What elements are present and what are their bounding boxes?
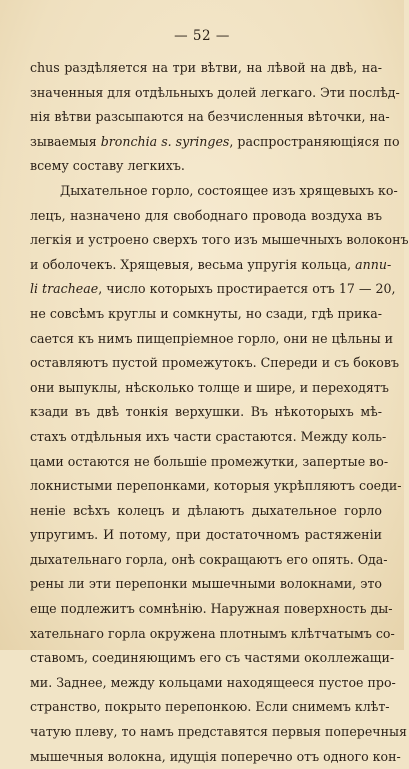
line-text-after: , распространяющіяся по [229,133,400,149]
line-text: цами остаются не большіе промежутки, запертые во- [30,453,389,469]
text-line [30,745,401,769]
text-line [30,327,393,352]
latin-term: bronchia s. syringes [100,133,230,149]
line-text: лецъ, назначено для свободнаго провода воздуха въ [30,207,382,223]
text-line [30,523,382,548]
line-text: всему составу легкихъ. [30,158,185,174]
text-line [30,302,382,327]
text-line [30,695,390,720]
line-text: неніе всѣхъ колецъ и дѣлаютъ дыхательное горло [30,502,382,518]
line-text: значенныя для отдѣльныхъ долей легкаго. Эти послѣд- [30,84,400,100]
line-text: кзади въ двѣ тонкія верхушки. Въ нѣкоторыхъ мѣ- [30,404,382,420]
line-text: стахъ отдѣльныя ихъ части срастаются. Между коль- [30,428,387,444]
text-line [30,499,382,524]
line-text: нія вѣтви разсыпаются на безчисленныя вѣточки, на- [30,109,390,125]
line-text: локнистыми перепонками, которыя укрѣпляютъ соеди- [30,478,402,494]
line-text: зываемыя [30,133,101,149]
line-text: легкія и устроено сверхъ того изъ мышечныхъ волоконъ [30,232,409,248]
text-line [30,204,382,229]
text-line [30,474,402,499]
text-line [30,130,400,155]
latin-term: annu- [355,256,392,272]
text-line [30,376,389,401]
line-text: хательнаго горла окружена плотнымъ клѣтчатымъ со- [30,625,395,641]
text-line [30,228,409,253]
text-line [30,646,395,671]
line-text: и оболочекъ. Хрящевыя, весьма упругія кольца, [30,256,356,272]
text-line [30,425,387,450]
line-text: chus раздѣляется на три вѣтви, на лѣвой на двѣ, на- [30,60,382,75]
line-text: странство, покрыто перепонкою. Если снимемъ клѣт- [30,699,390,715]
line-text: мышечныя волокна, идущія поперечно отъ одного кон- [30,748,401,764]
line-text: упругимъ. И потому, при достаточномъ растяженіи [30,527,382,543]
text-line [30,277,396,302]
line-text: чатую плеву, то намъ представятся первыя поперечныя [30,724,407,740]
line-text: ставомъ, соединяющимъ его съ частями околлежащи- [30,650,395,666]
text-line [30,450,389,475]
text-line [30,56,382,81]
text-line [30,81,400,106]
text-line [30,154,382,179]
line-text: не совсѣмъ круглы и сомкнуты, но сзади, гдѣ прика- [30,305,382,321]
text-line [30,179,398,204]
line-text: рены ли эти перепонки мышечными волокнами, это [30,576,382,592]
text-line [30,105,390,130]
text-line [30,548,388,573]
line-text: еще подлежитъ сомнѣнію. Наружная поверхность ды- [30,601,393,617]
text-line [30,671,396,696]
text-line [30,351,399,376]
body-text [30,56,409,769]
text-line [30,253,392,278]
text-line [30,572,382,597]
text-line [30,400,382,425]
text-line [30,597,393,622]
line-text: оставляютъ пустой промежутокъ. Спереди и съ боковъ [30,355,399,371]
text-line [30,622,395,647]
line-text-after: , число которыхъ простирается отъ 17 — 20, [98,281,396,297]
line-text: Дыхательное горло, состоящее изъ хрящевыхъ ко- [60,182,398,198]
line-text: сается къ нимъ пищепріемное горло, они не цѣльны и [30,330,393,346]
line-text: ми. Заднее, между кольцами находящееся пустое про- [30,674,396,690]
line-text: они выпуклы, нѣсколько толще и шире, и переходятъ [30,379,389,395]
line-text: дыхательнаго горла, онѣ сокращаютъ его опять. Ода- [30,551,388,567]
text-line [30,720,407,745]
page-number: — 52 — [174,28,230,44]
latin-term: li tracheae [30,281,99,297]
